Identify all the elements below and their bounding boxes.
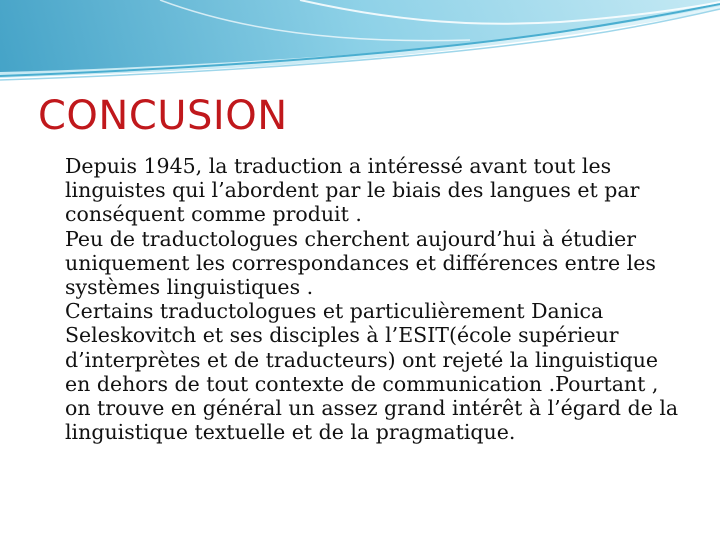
header-wave-decoration (0, 0, 720, 90)
body-paragraph: Depuis 1945, la traduction a intéressé avant tout les linguistes qui l’abordent par le biais des langues et par conséquent comme produit . (65, 154, 640, 227)
body-paragraph: Peu de traductologues cherchent aujourd’hui à étudier uniquement les correspondances et différences entre les systèmes linguistiques . (65, 226, 656, 300)
slide-body (65, 154, 685, 444)
slide-title: CONCUSION (38, 93, 288, 139)
body-paragraph: Certains traductologues et particulièrement Danica Seleskovitch et ses disciples à l’ESIT(école supérieur d’interprètes et de traducteurs) ont rejeté la linguistique en dehors de tout contexte de communication .Pourtant , on trouve en général un assez grand intérêt à l’égard de la linguistique textuelle et de la pragmatique. (65, 299, 679, 445)
